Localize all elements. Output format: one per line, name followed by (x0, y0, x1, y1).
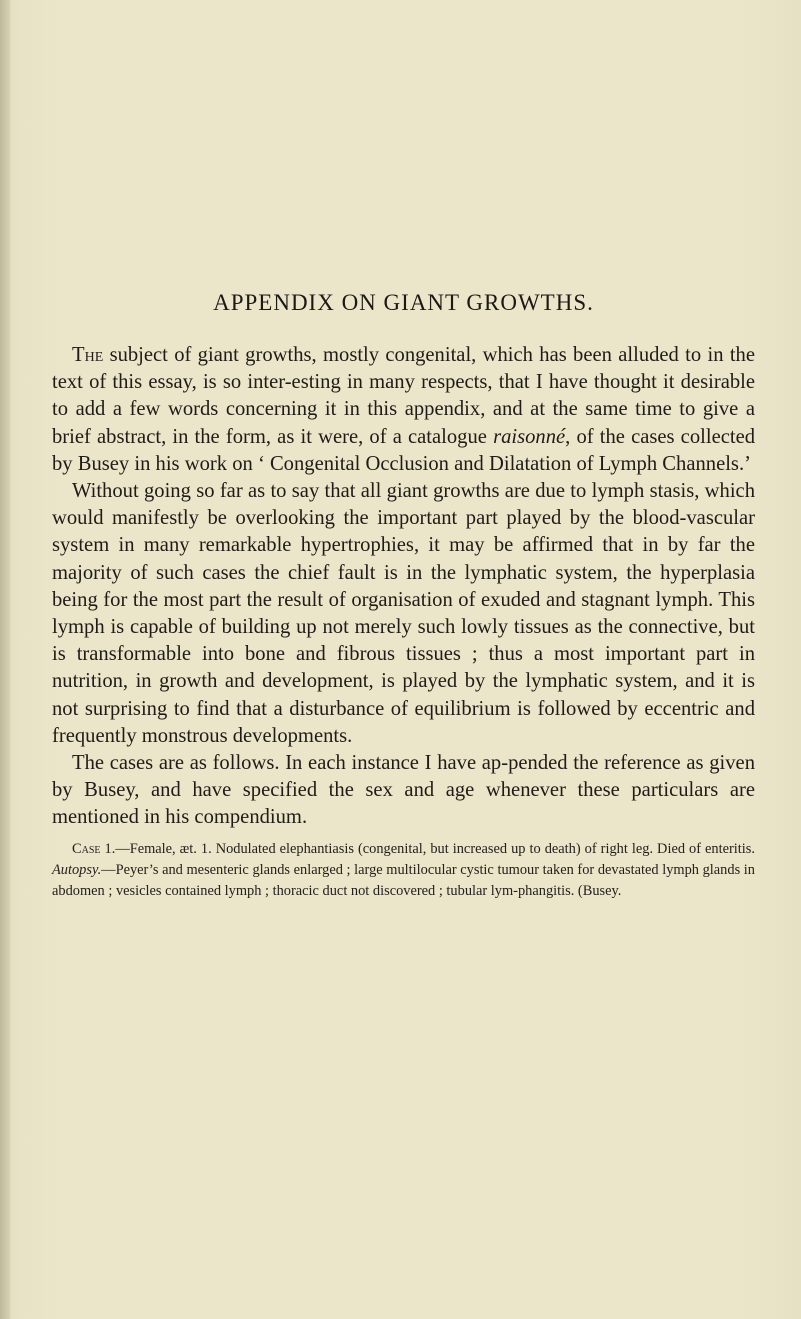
paragraph-1-text: subject of giant growths, mostly congenital, which has been alluded to in the text of this essay, is so inter-esting in many respects, that I have thought it desirable to add a few words concerning it in this appendix, and at the same time to give a brief abstract, in the form, as it were, of a catalogue (52, 344, 755, 448)
paragraph-1-text-end: , of the cases collected by Busey in his work on ‘ Congenital Occlusion and Dilatation of Lymph Channels.’ (52, 425, 756, 475)
case-note-text: —Female, æt. 1. Nodulated elephantiasis (congenital, but increased up to death) of right leg. Died of enteritis. (115, 840, 756, 857)
paragraph-1-lead: The (72, 344, 104, 366)
text-block (52, 290, 755, 903)
case-note-label: Case 1. (72, 840, 116, 857)
case-note-italic: Autopsy. (52, 861, 102, 878)
paragraph-1 (52, 342, 755, 478)
paragraph-2: Without going so far as to say that all giant growths are due to lymph stasis, which would manifestly be overlooking the important part played by the blood-vascular system in many remarkable hypertrophies, it may be affirmed that in by far the majority of such cases the chief fault is in the lymphatic system, the hyperplasia being for the most part the result of organisation of exuded and stagnant lymph. This lymph is capable of building up not merely such lowly tissues as the connective, but is transformable into bone and fibrous tissues ; thus a most important part in nutrition, in growth and development, is played by the lymphatic system, and it is not surprising to find that a disturbance of equilibrium is followed by eccentric and frequently monstrous developments. (52, 480, 755, 747)
paragraph-3: The cases are as follows. In each instance I have ap-pended the reference as given by Busey, and have specified the sex and age whenever these particulars are mentioned in his compendium. (52, 752, 755, 829)
case-note-text-end: —Peyer’s and mesenteric glands enlarged ; large multilocular cystic tumour taken for devastated lymph glands in abdomen ; vesicles contained lymph ; thoracic duct not discovered ; tubular lym-phangitis. (Busey. (52, 861, 755, 900)
page-binding-edge (0, 0, 10, 1319)
paragraph-1-italic: raisonné (493, 425, 566, 448)
case-note-1 (52, 839, 755, 903)
page-title: APPENDIX ON GIANT GROWTHS. (213, 290, 594, 315)
